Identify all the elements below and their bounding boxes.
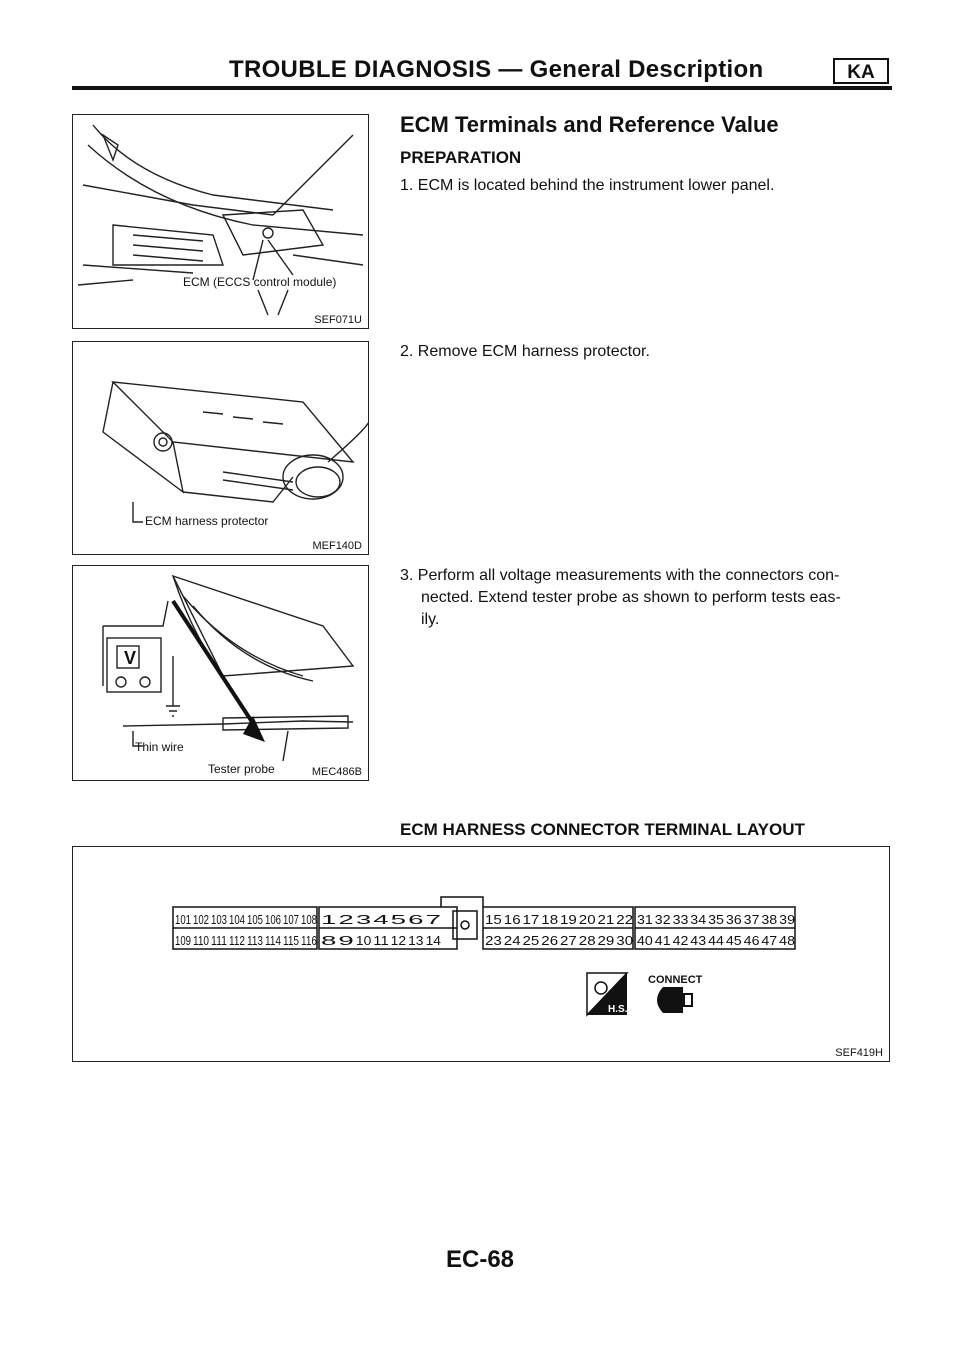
terminal-12: 12 xyxy=(390,933,407,948)
terminal-3: 3 xyxy=(355,912,372,927)
figure-harness-protector xyxy=(72,341,369,555)
terminal-44: 44 xyxy=(708,933,724,948)
terminal-39: 39 xyxy=(779,912,795,927)
terminal-115: 115 xyxy=(283,933,299,948)
terminal-17: 17 xyxy=(522,912,540,927)
ecm-location-drawing xyxy=(73,115,369,329)
terminal-2: 2 xyxy=(338,912,354,927)
layout-title: ECM HARNESS CONNECTOR TERMINAL LAYOUT xyxy=(400,820,805,839)
terminal-22: 22 xyxy=(616,912,634,927)
terminal-105: 105 xyxy=(247,912,263,927)
terminal-9: 9 xyxy=(338,933,354,948)
terminal-layout-drawing xyxy=(73,847,890,1062)
terminal-19: 19 xyxy=(560,912,577,927)
hs-label: H.S. xyxy=(608,1004,628,1015)
terminal-25: 25 xyxy=(522,933,540,948)
terminal-28: 28 xyxy=(578,933,596,948)
figure-code: MEF140D xyxy=(312,540,362,552)
figure-tester-probe xyxy=(72,565,369,781)
terminal-103: 103 xyxy=(211,912,227,927)
terminal-116: 116 xyxy=(301,933,317,948)
step-3 xyxy=(400,565,841,631)
terminal-11: 11 xyxy=(373,933,389,948)
terminal-27: 27 xyxy=(560,933,577,948)
terminal-37: 37 xyxy=(743,912,760,927)
terminal-26: 26 xyxy=(541,933,559,948)
step-3-text-cont: ily. xyxy=(421,611,440,628)
terminal-8: 8 xyxy=(321,933,337,948)
terminal-40: 40 xyxy=(637,933,653,948)
terminal-109: 109 xyxy=(175,933,191,948)
terminal-10: 10 xyxy=(355,933,372,948)
header-title: TROUBLE DIAGNOSIS — General Description xyxy=(229,56,764,83)
terminal-16: 16 xyxy=(503,912,521,927)
terminal-5: 5 xyxy=(390,912,407,927)
terminal-110: 110 xyxy=(193,933,209,948)
step-3-text-cont: nected. Extend tester probe as shown to perform tests eas- xyxy=(421,589,841,606)
terminal-48: 48 xyxy=(779,933,795,948)
terminal-112: 112 xyxy=(229,933,245,948)
terminal-23: 23 xyxy=(485,933,502,948)
terminal-106: 106 xyxy=(265,912,281,927)
terminal-113: 113 xyxy=(247,933,263,948)
terminal-47: 47 xyxy=(761,933,778,948)
terminal-1: 1 xyxy=(321,912,337,927)
terminal-33: 33 xyxy=(672,912,689,927)
terminal-30: 30 xyxy=(616,933,634,948)
terminal-114: 114 xyxy=(265,933,281,948)
engine-tag: KA xyxy=(833,58,889,84)
section-title: ECM Terminals and Reference Value xyxy=(400,112,779,137)
terminal-35: 35 xyxy=(708,912,724,927)
terminal-36: 36 xyxy=(725,912,742,927)
terminal-43: 43 xyxy=(690,933,707,948)
terminal-101: 101 xyxy=(175,912,191,927)
terminal-38: 38 xyxy=(761,912,778,927)
terminal-24: 24 xyxy=(503,933,521,948)
terminal-4: 4 xyxy=(373,912,389,927)
figure-code: SEF419H xyxy=(835,1047,883,1059)
terminal-13: 13 xyxy=(408,933,424,948)
step-1-text: 1. ECM is located behind the instrument lower panel. xyxy=(400,177,775,194)
connect-label: CONNECT xyxy=(648,974,703,986)
step-2 xyxy=(400,341,650,363)
figure-label: ECM harness protector xyxy=(145,514,269,528)
figure-label: ECM (ECCS control module) xyxy=(183,275,337,289)
terminal-34: 34 xyxy=(690,912,707,927)
figure-terminal-layout xyxy=(72,846,890,1062)
terminal-15: 15 xyxy=(485,912,502,927)
terminal-104: 104 xyxy=(229,912,245,927)
section-subtitle: PREPARATION xyxy=(400,148,522,167)
terminal-107: 107 xyxy=(283,912,299,927)
terminal-46: 46 xyxy=(743,933,760,948)
step-2-text: 2. Remove ECM harness protector. xyxy=(400,343,650,360)
terminal-21: 21 xyxy=(597,912,615,927)
terminal-18: 18 xyxy=(541,912,559,927)
thin-wire-label: Thin wire xyxy=(135,740,184,754)
terminal-41: 41 xyxy=(654,933,671,948)
terminal-7: 7 xyxy=(425,912,441,927)
terminal-42: 42 xyxy=(672,933,689,948)
connect-icon xyxy=(648,974,703,1013)
terminal-102: 102 xyxy=(193,912,209,927)
terminal-32: 32 xyxy=(654,912,671,927)
page-number: EC-68 xyxy=(445,1246,515,1273)
figure-code: SEF071U xyxy=(314,314,362,326)
terminal-14: 14 xyxy=(425,933,441,948)
terminal-6: 6 xyxy=(408,912,424,927)
page-header xyxy=(72,50,892,90)
terminal-111: 111 xyxy=(211,933,227,948)
meter-label: V xyxy=(124,648,137,668)
step-3-text: 3. Perform all voltage measurements with the connectors con- xyxy=(400,567,840,584)
terminal-29: 29 xyxy=(597,933,615,948)
tester-probe-label: Tester probe xyxy=(208,762,275,776)
terminal-31: 31 xyxy=(637,912,653,927)
figure-ecm-location xyxy=(72,114,369,329)
figure-code: MEC486B xyxy=(311,766,362,778)
hs-icon xyxy=(587,973,628,1015)
tester-probe-drawing xyxy=(73,566,369,781)
terminal-20: 20 xyxy=(578,912,596,927)
step-1 xyxy=(400,175,774,197)
terminal-45: 45 xyxy=(725,933,742,948)
terminal-108: 108 xyxy=(301,912,317,927)
